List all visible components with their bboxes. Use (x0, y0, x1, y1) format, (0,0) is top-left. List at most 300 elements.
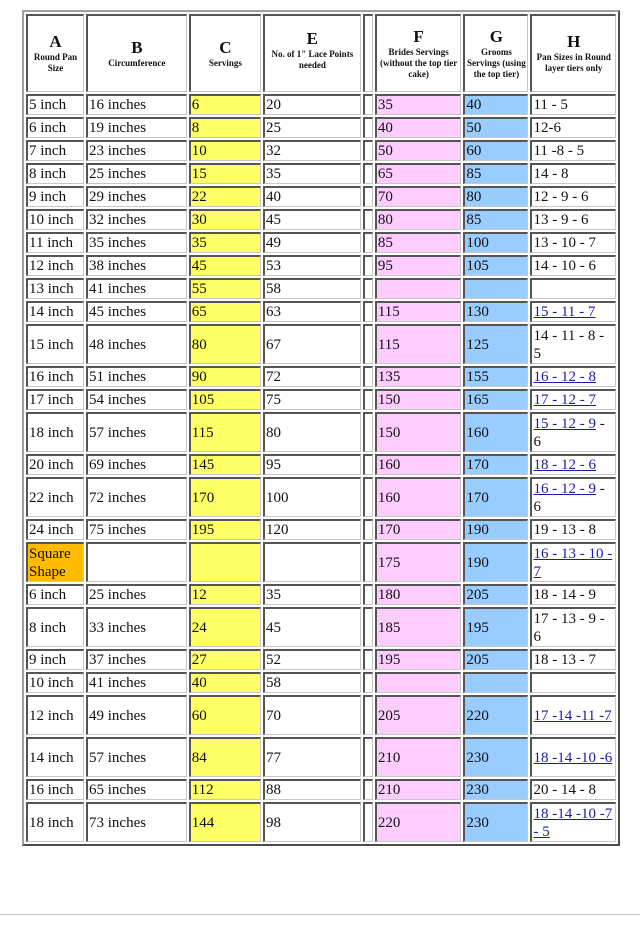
cell-circumference (86, 454, 187, 475)
cell-grooms-servings (463, 737, 528, 777)
cell-brides-servings-text: 80 (377, 212, 393, 228)
cell-brides-servings (375, 209, 462, 230)
cell-pan-size (26, 695, 84, 735)
cell-brides-servings (375, 412, 462, 452)
cell-servings-text: 27 (191, 652, 207, 668)
cell-circumference-text: 65 inches (89, 782, 147, 798)
cell-lace-points-text: 49 (265, 235, 281, 251)
cell-tier-pan-sizes (530, 301, 616, 322)
tier-combo-text: 18 - 14 - 9 (533, 587, 596, 603)
tier-combo-text: 12 - 9 - 6 (533, 189, 589, 205)
tier-combo-link[interactable]: 16 - 12 - 8 (533, 369, 596, 385)
tier-combo-link[interactable]: 17 - 12 - 7 (533, 392, 596, 408)
table-row (26, 278, 616, 299)
header-c-label: Servings (208, 57, 242, 68)
cell-tier-pan-sizes (530, 412, 616, 452)
cell-tier-pan-sizes (530, 672, 616, 693)
cell-tier-pan-sizes (530, 649, 616, 670)
cell-servings (189, 163, 261, 184)
cell-pan-size (26, 584, 84, 605)
cell-circumference (86, 324, 187, 364)
cell-pan-size (26, 672, 84, 693)
cell-pan-size (26, 519, 84, 540)
cell-servings-text: 6 (191, 97, 200, 113)
cell-brides-servings (375, 454, 462, 475)
cell-circumference-text: 49 inches (89, 707, 147, 724)
cell-servings-text: 45 (191, 258, 207, 274)
cell-circumference-text: 72 inches (89, 489, 147, 506)
tier-combo-link[interactable]: 18 -14 -10 -7 - 5 (533, 805, 613, 840)
cell-circumference-text: 41 inches (89, 281, 147, 297)
cell-circumference-text: 51 inches (89, 369, 147, 385)
cell-grooms-servings-text: 220 (466, 707, 489, 724)
cell-brides-servings (375, 255, 462, 276)
tier-combo-text: 17 - 13 - 9 - 6 (533, 610, 605, 645)
cell-pan-size (26, 779, 84, 800)
cell-grooms-servings-text: 100 (466, 235, 489, 251)
cell-tier-pan-sizes (530, 695, 616, 735)
cell-circumference-text: 32 inches (89, 212, 147, 228)
cell-lace-points (263, 278, 361, 299)
cell-servings-text: 145 (191, 457, 215, 473)
cell-tier-pan-sizes (530, 454, 616, 475)
cell-pan-size-text: 12 inch (29, 707, 74, 724)
cell-pan-size-text: 18 inch (29, 814, 74, 831)
cell-lace-points-text: 98 (265, 814, 281, 831)
spacer-cell (363, 695, 373, 735)
cell-brides-servings-text: 210 (377, 782, 401, 798)
cell-lace-points-text: 100 (265, 489, 289, 506)
cell-lace-points (263, 389, 361, 410)
tier-combo-link[interactable]: 15 - 12 - 9 (533, 415, 596, 432)
cell-tier-pan-sizes (530, 584, 616, 605)
cake-servings-table (22, 10, 620, 846)
cell-grooms-servings (463, 649, 528, 670)
cell-circumference (86, 649, 187, 670)
cell-brides-servings-text: 150 (377, 392, 401, 408)
cell-grooms-servings (463, 695, 528, 735)
cell-grooms-servings-text: 130 (466, 304, 489, 320)
cell-pan-size (26, 209, 84, 230)
cell-servings-text: 55 (191, 281, 207, 297)
cell-pan-size (26, 389, 84, 410)
cell-grooms-servings (463, 278, 528, 299)
cell-circumference-text: 54 inches (89, 392, 147, 408)
cell-grooms-servings-text: 80 (466, 189, 482, 205)
header-b (86, 14, 187, 92)
spacer-cell (363, 649, 373, 670)
cell-brides-servings (375, 802, 462, 842)
cell-pan-size-text: 6 inch (29, 120, 67, 136)
cell-lace-points-text: 77 (265, 749, 281, 766)
cell-servings-text: 195 (191, 522, 215, 538)
cell-grooms-servings (463, 209, 528, 230)
cell-pan-size-text: 12 inch (29, 258, 74, 274)
header-a (26, 14, 84, 92)
cell-grooms-servings-text: 170 (466, 489, 489, 506)
cell-circumference-text: 38 inches (89, 258, 147, 274)
cell-lace-points-text: 20 (265, 97, 281, 113)
cell-brides-servings (375, 584, 462, 605)
tier-combo-link[interactable]: 16 - 12 - 9 (533, 480, 596, 497)
cell-square-shape-label (26, 542, 84, 582)
cell-lace-points-text: 45 (265, 619, 281, 636)
spacer-cell (363, 209, 373, 230)
cell-brides-servings (375, 737, 462, 777)
cell-grooms-servings (463, 117, 528, 138)
cell-pan-size-text: 16 inch (29, 782, 74, 798)
table-row (26, 140, 616, 161)
cell-pan-size-text: 10 inch (29, 212, 74, 228)
table-row (26, 255, 616, 276)
header-row (26, 14, 616, 92)
cell-brides-servings (375, 232, 462, 253)
cell-lace-points-text: 58 (265, 281, 281, 297)
cell-circumference (86, 412, 187, 452)
cell-circumference (86, 140, 187, 161)
cell-pan-size (26, 649, 84, 670)
cell-brides-servings-text: 160 (377, 457, 401, 473)
cell-grooms-servings (463, 779, 528, 800)
cell-brides-servings (375, 695, 462, 735)
tier-combo-text: 11 - 5 (533, 97, 568, 113)
cell-servings (189, 519, 261, 540)
cell-circumference-text: 23 inches (89, 143, 147, 159)
header-b-letter: B (131, 37, 143, 57)
cell-brides-servings-text: 210 (377, 749, 401, 766)
header-f (375, 14, 462, 92)
spacer-cell (363, 519, 373, 540)
cell-servings-text: 115 (191, 424, 214, 441)
header-f-label: Brides Servings (without the top tier cake) (379, 46, 458, 79)
cell-lace-points (263, 94, 361, 115)
cell-tier-pan-sizes (530, 607, 616, 647)
cell-circumference-text: 73 inches (89, 814, 147, 831)
cell-lace-points (263, 519, 361, 540)
spacer-cell (363, 779, 373, 800)
cell-lace-points (263, 366, 361, 387)
cell-circumference-text: 45 inches (89, 304, 147, 320)
cell-grooms-servings (463, 519, 528, 540)
cell-pan-size-text: 6 inch (29, 587, 67, 603)
tier-combo-link[interactable]: 16 - 13 - 10 - 7 (533, 545, 613, 580)
cell-lace-points-text: 72 (265, 369, 281, 385)
cell-lace-points-text: 45 (265, 212, 281, 228)
header-a-letter: A (49, 32, 62, 51)
table-row (26, 324, 616, 364)
cell-tier-pan-sizes (530, 779, 616, 800)
cell-brides-servings (375, 186, 462, 207)
cell-lace-points (263, 255, 361, 276)
spacer-cell (363, 672, 373, 693)
cell-grooms-servings-text: 205 (466, 587, 489, 603)
cell-lace-points-text: 80 (265, 424, 281, 441)
cell-brides-servings-text: 205 (377, 707, 401, 724)
table-row (26, 542, 616, 582)
cell-lace-points (263, 232, 361, 253)
cell-circumference (86, 779, 187, 800)
cell-servings (189, 779, 261, 800)
cell-brides-servings-text: 180 (377, 587, 401, 603)
cell-circumference-text: 29 inches (89, 189, 147, 205)
page-footer-blank (0, 915, 640, 926)
cell-servings-text: 24 (191, 619, 207, 636)
cell-lace-points (263, 140, 361, 161)
header-h-letter: H (567, 32, 581, 51)
cell-pan-size (26, 117, 84, 138)
cell-servings (189, 366, 261, 387)
cell-servings-text: 12 (191, 587, 207, 603)
cell-brides-servings (375, 117, 462, 138)
cell-brides-servings (375, 477, 462, 517)
cell-brides-servings (375, 542, 462, 582)
cell-circumference (86, 209, 187, 230)
tier-combo-link[interactable]: 15 - 11 - 7 (533, 304, 596, 320)
cell-tier-pan-sizes (530, 163, 616, 184)
cell-brides-servings (375, 607, 462, 647)
cell-brides-servings-text: 70 (377, 189, 393, 205)
spacer-cell (363, 542, 373, 582)
cell-tier-pan-sizes (530, 389, 616, 410)
cell-lace-points (263, 324, 361, 364)
cell-brides-servings-text: 40 (377, 120, 393, 136)
cell-brides-servings (375, 278, 462, 299)
cell-brides-servings-text: 115 (377, 336, 400, 353)
cell-tier-pan-sizes (530, 117, 616, 138)
cell-pan-size (26, 232, 84, 253)
spacer-cell (363, 232, 373, 253)
cell-servings (189, 672, 261, 693)
spacer-cell (363, 14, 373, 92)
cell-pan-size (26, 163, 84, 184)
tier-combo-text: 19 - 13 - 8 (533, 522, 596, 538)
cell-servings (189, 301, 261, 322)
table-row (26, 649, 616, 670)
cell-grooms-servings (463, 454, 528, 475)
cell-brides-servings-text: 175 (377, 554, 401, 571)
cell-grooms-servings-text: 230 (466, 814, 489, 831)
cell-pan-size (26, 802, 84, 842)
cell-pan-size-text: 8 inch (29, 619, 67, 636)
cell-lace-points (263, 186, 361, 207)
cell-pan-size (26, 324, 84, 364)
cell-tier-pan-sizes (530, 232, 616, 253)
cell-servings-text: 22 (191, 189, 207, 205)
cell-grooms-servings-text: 230 (466, 782, 489, 798)
cell-lace-points-text: 32 (265, 143, 281, 159)
cell-pan-size-text: 11 inch (29, 235, 74, 251)
cell-circumference-text: 37 inches (89, 652, 147, 668)
spacer-cell (363, 163, 373, 184)
table-row (26, 301, 616, 322)
cell-tier-pan-sizes (530, 324, 616, 364)
cell-grooms-servings-text: 50 (466, 120, 482, 136)
cell-tier-pan-sizes (530, 209, 616, 230)
cell-tier-pan-sizes (530, 542, 616, 582)
cell-grooms-servings (463, 255, 528, 276)
table-row (26, 802, 616, 842)
spacer-cell (363, 117, 373, 138)
tier-combo-text: 20 - 14 - 8 (533, 782, 596, 798)
cell-circumference (86, 584, 187, 605)
header-h (530, 14, 616, 92)
cell-servings-text: 65 (191, 304, 207, 320)
cell-tier-pan-sizes (530, 737, 616, 777)
cell-lace-points-text: 40 (265, 189, 281, 205)
cell-pan-size (26, 255, 84, 276)
cell-brides-servings (375, 163, 462, 184)
cell-servings-text: 60 (191, 707, 207, 724)
spacer-cell (363, 324, 373, 364)
spacer-cell (363, 301, 373, 322)
spacer-cell (363, 366, 373, 387)
table-row (26, 94, 616, 115)
cell-tier-pan-sizes (530, 255, 616, 276)
cell-lace-points-text: 120 (265, 522, 289, 538)
cell-grooms-servings (463, 412, 528, 452)
cell-pan-size (26, 737, 84, 777)
cell-brides-servings-text: 170 (377, 522, 401, 538)
cell-tier-pan-sizes (530, 519, 616, 540)
cell-servings (189, 584, 261, 605)
table-row (26, 412, 616, 452)
cell-pan-size-text: 16 inch (29, 369, 74, 385)
cell-lace-points-text: 53 (265, 258, 281, 274)
cell-grooms-servings-text: 165 (466, 392, 489, 408)
cell-pan-size (26, 186, 84, 207)
table-container (22, 10, 620, 914)
cell-pan-size-text: 22 inch (29, 489, 74, 506)
cell-tier-pan-sizes (530, 278, 616, 299)
cell-servings (189, 649, 261, 670)
cell-grooms-servings-text: 195 (466, 619, 489, 636)
cell-circumference (86, 695, 187, 735)
tier-combo-text: 14 - 10 - 6 (533, 258, 596, 274)
spacer-cell (363, 607, 373, 647)
cell-brides-servings (375, 366, 462, 387)
cell-servings (189, 389, 261, 410)
spacer-cell (363, 255, 373, 276)
cell-tier-pan-sizes (530, 94, 616, 115)
cell-lace-points-text: 35 (265, 166, 281, 182)
cell-brides-servings-text: 65 (377, 166, 393, 182)
cell-brides-servings-text: 115 (377, 304, 400, 320)
spacer-cell (363, 140, 373, 161)
cell-servings-text: 144 (191, 814, 215, 831)
tier-combo-link[interactable]: 17 -14 -11 -7 (533, 707, 612, 724)
cell-pan-size (26, 140, 84, 161)
cell-pan-size-text: 7 inch (29, 143, 67, 159)
cell-circumference (86, 477, 187, 517)
cell-circumference (86, 366, 187, 387)
cell-lace-points (263, 607, 361, 647)
cell-grooms-servings-text: 85 (466, 212, 482, 228)
header-c (189, 14, 261, 92)
table-row (26, 519, 616, 540)
cell-pan-size (26, 301, 84, 322)
tier-combo-text: 13 - 9 - 6 (533, 212, 589, 228)
cell-brides-servings (375, 519, 462, 540)
cell-lace-points-text: 63 (265, 304, 281, 320)
cell-servings-text: 112 (191, 782, 214, 798)
cell-lace-points (263, 584, 361, 605)
table-row (26, 186, 616, 207)
cell-circumference (86, 802, 187, 842)
cell-grooms-servings (463, 232, 528, 253)
cell-servings-text: 170 (191, 489, 215, 506)
header-e (263, 14, 361, 92)
cell-brides-servings-text: 85 (377, 235, 393, 251)
cell-pan-size (26, 477, 84, 517)
cell-grooms-servings-text: 60 (466, 143, 482, 159)
header-e-letter: E (306, 29, 318, 48)
cell-pan-size-text: 18 inch (29, 424, 74, 441)
header-c-letter: C (219, 37, 232, 57)
cell-circumference (86, 232, 187, 253)
cell-grooms-servings (463, 477, 528, 517)
cell-circumference (86, 163, 187, 184)
cell-pan-size-text: 24 inch (29, 522, 74, 538)
cell-brides-servings (375, 672, 462, 693)
cell-grooms-servings (463, 672, 528, 693)
cell-pan-size (26, 366, 84, 387)
cell-circumference (86, 301, 187, 322)
tier-combo-link[interactable]: 18 - 12 - 6 (533, 457, 596, 473)
cell-grooms-servings (463, 366, 528, 387)
cell-grooms-servings (463, 301, 528, 322)
spacer-cell (363, 389, 373, 410)
cell-tier-pan-sizes (530, 186, 616, 207)
table-row (26, 454, 616, 475)
cell-servings-text: 105 (191, 392, 215, 408)
cell-grooms-servings-text: 155 (466, 369, 489, 385)
cell-lace-points (263, 454, 361, 475)
cell-lace-points-text: 25 (265, 120, 281, 136)
cell-pan-size-text: 14 inch (29, 749, 74, 766)
tier-combo-link[interactable]: 18 -14 -10 -6 (533, 749, 613, 766)
cell-brides-servings (375, 779, 462, 800)
cell-servings (189, 802, 261, 842)
cell-servings (189, 695, 261, 735)
cell-servings-text: 84 (191, 749, 207, 766)
cell-tier-pan-sizes (530, 802, 616, 842)
cell-lace-points (263, 737, 361, 777)
cell-pan-size (26, 454, 84, 475)
cell-circumference-text: 35 inches (89, 235, 147, 251)
cell-brides-servings-text: 220 (377, 814, 401, 831)
cell-lace-points (263, 802, 361, 842)
cell-circumference-text: 57 inches (89, 749, 147, 766)
cell-circumference-text: 75 inches (89, 522, 147, 538)
cell-pan-size-text: 13 inch (29, 281, 74, 297)
cell-grooms-servings (463, 607, 528, 647)
cell-lace-points-text: 52 (265, 652, 281, 668)
header-g-label: Grooms Servings (using the top tier) (467, 46, 526, 79)
cell-grooms-servings-text: 190 (466, 554, 489, 571)
cell-brides-servings-text: 185 (377, 619, 401, 636)
cell-servings (189, 412, 261, 452)
cell-servings (189, 737, 261, 777)
cell-circumference (86, 607, 187, 647)
cell-grooms-servings-text: 170 (466, 457, 489, 473)
cell-tier-pan-sizes (530, 140, 616, 161)
cell-servings-text: 90 (191, 369, 207, 385)
tier-combo-text: 11 -8 - 5 (533, 143, 585, 159)
cell-servings (189, 186, 261, 207)
cell-circumference-text: 19 inches (89, 120, 147, 136)
cell-lace-points-text: 35 (265, 587, 281, 603)
cell-circumference (86, 672, 187, 693)
